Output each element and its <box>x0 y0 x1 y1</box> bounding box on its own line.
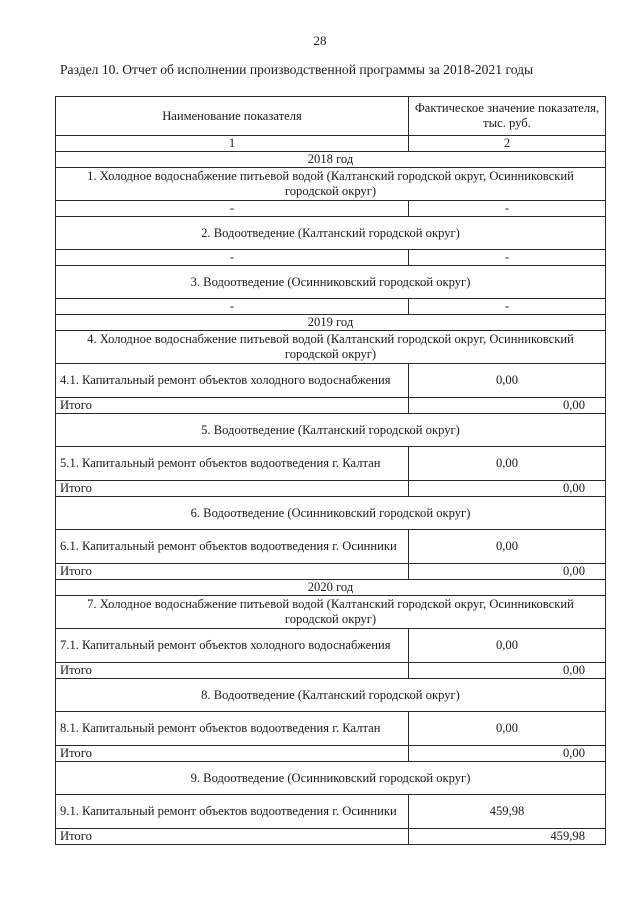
section-row <box>56 168 606 201</box>
indicator-name: Итого <box>56 481 409 497</box>
page-number: 28 <box>313 33 327 48</box>
year-row <box>56 580 606 596</box>
section-label: 8. Водоотведение (Калтанский городской округ) <box>56 679 606 712</box>
table-row <box>56 364 606 398</box>
indicator-value: 0,00 <box>409 746 606 762</box>
column-number-1: 1 <box>56 136 409 152</box>
indicator-name: Итого <box>56 564 409 580</box>
indicator-name: Итого <box>56 398 409 414</box>
section-row <box>56 266 606 299</box>
table-row <box>56 712 606 746</box>
indicator-value: 459,98 <box>409 795 606 829</box>
header-indicator-name: Наименование показателя <box>56 97 409 136</box>
table-row <box>56 530 606 564</box>
indicator-value: - <box>409 250 606 266</box>
indicator-value: 0,00 <box>409 364 606 398</box>
total-row <box>56 398 606 414</box>
year-row <box>56 152 606 168</box>
section-row <box>56 217 606 250</box>
indicator-name: Итого <box>56 663 409 679</box>
section-title: Раздел 10. Отчет об исполнении производственной программы за 2018-2021 годы <box>60 62 534 77</box>
section-label: 4. Холодное водоснабжение питьевой водой (Калтанский городской округ, Осинниковский городской округ) <box>56 331 606 364</box>
section-row <box>56 331 606 364</box>
indicator-value: 0,00 <box>409 530 606 564</box>
header-row <box>56 97 606 136</box>
year-label: 2020 год <box>56 580 606 596</box>
indicator-value: 0,00 <box>409 564 606 580</box>
table-row <box>56 629 606 663</box>
column-number-2: 2 <box>409 136 606 152</box>
indicator-name: - <box>56 201 409 217</box>
indicator-name: 6.1. Капитальный ремонт объектов водоотведения г. Осинники <box>56 530 409 564</box>
indicator-name: 8.1. Капитальный ремонт объектов водоотведения г. Калтан <box>56 712 409 746</box>
indicator-name: 4.1. Капитальный ремонт объектов холодного водоснабжения <box>56 364 409 398</box>
year-label: 2018 год <box>56 152 606 168</box>
total-row <box>56 829 606 845</box>
indicator-name: 7.1. Капитальный ремонт объектов холодного водоснабжения <box>56 629 409 663</box>
section-label: 1. Холодное водоснабжение питьевой водой (Калтанский городской округ, Осинниковский городской округ) <box>56 168 606 201</box>
indicator-value: 0,00 <box>409 447 606 481</box>
section-label: 7. Холодное водоснабжение питьевой водой (Калтанский городской округ, Осинниковский городской округ) <box>56 596 606 629</box>
section-row <box>56 596 606 629</box>
indicator-value: 0,00 <box>409 629 606 663</box>
section-row <box>56 497 606 530</box>
indicator-value: - <box>409 299 606 315</box>
report-table <box>55 96 606 845</box>
section-row <box>56 679 606 712</box>
section-label: 3. Водоотведение (Осинниковский городской округ) <box>56 266 606 299</box>
total-row <box>56 663 606 679</box>
section-row <box>56 414 606 447</box>
indicator-value: 0,00 <box>409 712 606 746</box>
total-row <box>56 746 606 762</box>
indicator-name: - <box>56 299 409 315</box>
empty-row <box>56 299 606 315</box>
indicator-name: Итого <box>56 746 409 762</box>
header-actual-value: Фактическое значение показателя, тыс. руб. <box>409 97 606 136</box>
report-table-body <box>56 97 606 845</box>
indicator-value: 0,00 <box>409 481 606 497</box>
column-number-row <box>56 136 606 152</box>
table-row <box>56 447 606 481</box>
section-label: 2. Водоотведение (Калтанский городской округ) <box>56 217 606 250</box>
indicator-value: 0,00 <box>409 663 606 679</box>
total-row <box>56 481 606 497</box>
indicator-value: 459,98 <box>409 829 606 845</box>
indicator-name: Итого <box>56 829 409 845</box>
indicator-name: 5.1. Капитальный ремонт объектов водоотведения г. Калтан <box>56 447 409 481</box>
indicator-name: 9.1. Капитальный ремонт объектов водоотведения г. Осинники <box>56 795 409 829</box>
section-row <box>56 762 606 795</box>
empty-row <box>56 201 606 217</box>
section-label: 9. Водоотведение (Осинниковский городской округ) <box>56 762 606 795</box>
year-label: 2019 год <box>56 315 606 331</box>
section-label: 6. Водоотведение (Осинниковский городской округ) <box>56 497 606 530</box>
year-row <box>56 315 606 331</box>
table-row <box>56 795 606 829</box>
indicator-value: - <box>409 201 606 217</box>
total-row <box>56 564 606 580</box>
section-label: 5. Водоотведение (Калтанский городской округ) <box>56 414 606 447</box>
indicator-value: 0,00 <box>409 398 606 414</box>
empty-row <box>56 250 606 266</box>
indicator-name: - <box>56 250 409 266</box>
